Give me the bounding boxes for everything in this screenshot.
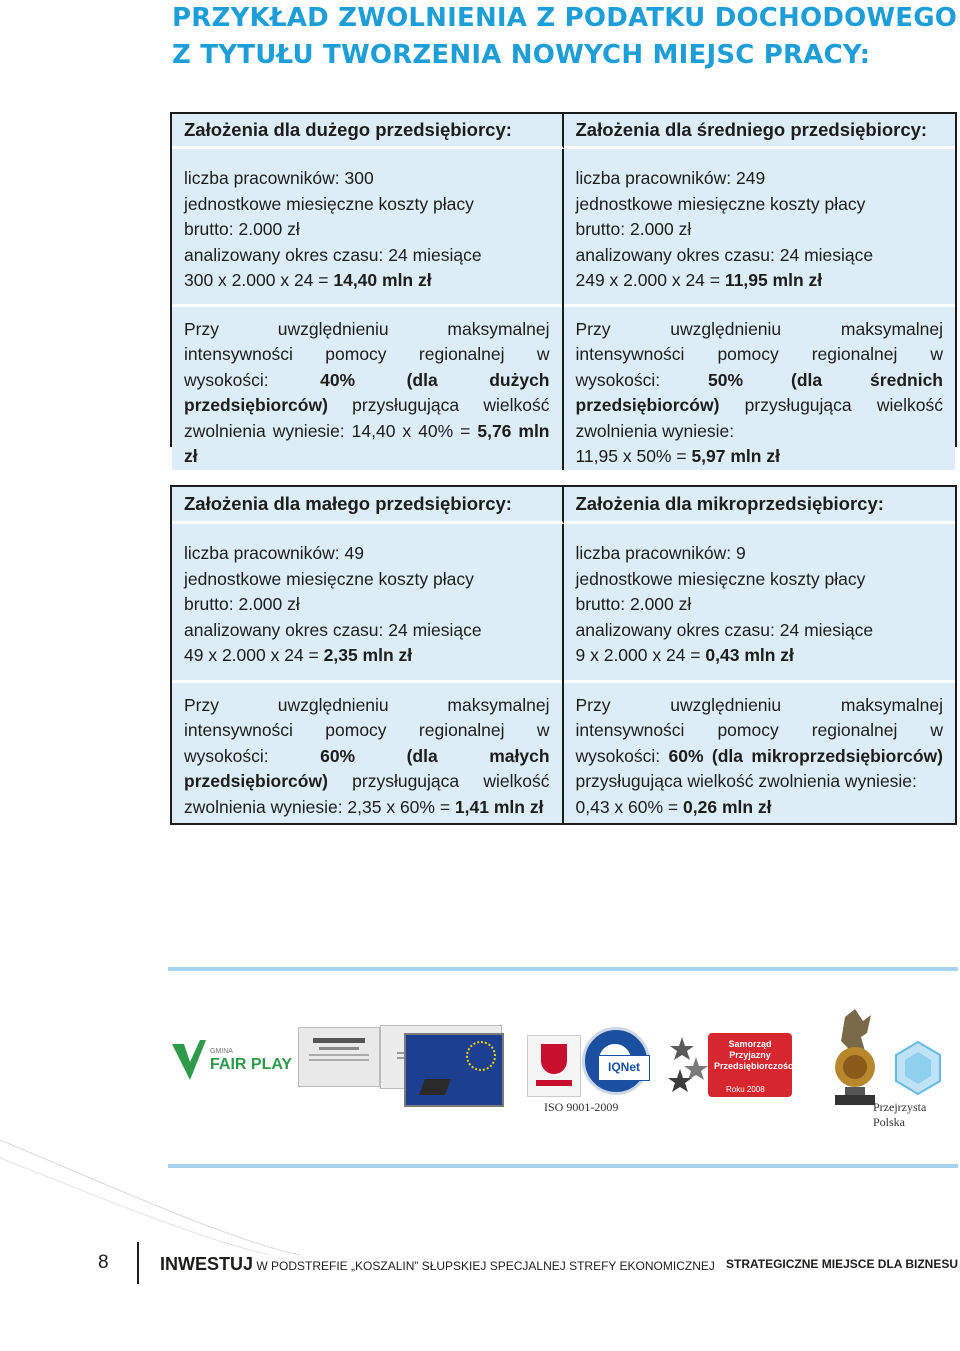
period-line: analizowany okres czasu: 24 miesiące bbox=[575, 244, 874, 265]
header-mikro: Założenia dla mikroprzedsiębiorcy: bbox=[564, 487, 956, 524]
fair-play-small-label: GMINA bbox=[210, 1048, 233, 1055]
exemption-text-2: przysługująca wielkość zwolnienia wyniesie: 14,40 x 40% = bbox=[184, 395, 550, 441]
iso-caption: ISO 9001-2009 bbox=[544, 1100, 619, 1114]
page-title-line-1: PRZYKŁAD ZWOLNIENIA Z PODATKU DOCHODOWEGO bbox=[172, 3, 958, 33]
box-maly bbox=[172, 524, 564, 823]
calc-expression: 300 x 2.000 x 24 = bbox=[184, 270, 334, 290]
calc-line bbox=[564, 268, 956, 307]
employees-line: liczba pracowników: 49 bbox=[184, 543, 364, 563]
cost-line: jednostkowe miesięczne koszty płacy bbox=[575, 568, 866, 589]
fair-play-check-icon bbox=[172, 1040, 206, 1080]
calc-expression: 49 x 2.000 x 24 = bbox=[184, 645, 324, 665]
fair-play-label: FAIR PLAY bbox=[210, 1056, 293, 1073]
calc-expression: 9 x 2.000 x 24 = bbox=[575, 645, 706, 665]
exemption-rate: 40% (dla dużych przedsiębiorców) bbox=[184, 369, 550, 415]
cost-line: jednostkowe miesięczne koszty płacy bbox=[184, 568, 474, 589]
awards-logos-row bbox=[170, 1005, 960, 1129]
eu-certificate-frame bbox=[404, 1033, 504, 1107]
employees-line: liczba pracowników: 9 bbox=[575, 543, 746, 563]
exemption-text: Przy uwzględnieniu maksymalnej intensywności pomocy regionalnej w wysokości: bbox=[184, 318, 550, 390]
eu-stars-icon bbox=[466, 1041, 496, 1071]
certificate-document bbox=[298, 1027, 380, 1087]
box-mikro bbox=[564, 524, 956, 823]
exemption-text: Przy uwzględnieniu maksymalnej intensywności pomocy regionalnej w wysokości: bbox=[575, 318, 943, 390]
bottom-divider-rule bbox=[168, 1164, 958, 1168]
exemption-rate: 60% (dla mikroprzedsiębiorców) bbox=[668, 745, 943, 766]
exemption-expression: 11,95 x 50% = bbox=[575, 446, 692, 466]
samorzad-przyjazny-badge bbox=[708, 1033, 796, 1097]
exemption-paragraph bbox=[576, 307, 944, 445]
header-duzy: Założenia dla dużego przedsiębiorcy: bbox=[172, 114, 564, 149]
calc-line bbox=[172, 268, 562, 307]
exemption-text-2: przysługująca wielkość zwolnienia wyniesie: bbox=[575, 395, 943, 441]
exemption-expression: 0,43 x 60% = bbox=[575, 796, 684, 817]
gross-line: brutto: 2.000 zł bbox=[184, 219, 300, 239]
exemption-result: 1,41 mln zł bbox=[454, 796, 544, 817]
footer-invest-word: INWESTUJ bbox=[160, 1254, 254, 1274]
calc-result: 11,95 mln zł bbox=[724, 270, 823, 290]
certificate-title-bar bbox=[313, 1038, 365, 1043]
certificate-text-bar bbox=[309, 1059, 369, 1061]
period-line: analizowany okres czasu: 24 miesiące bbox=[184, 244, 482, 265]
employees-line: liczba pracowników: 249 bbox=[575, 168, 766, 188]
certificate-stand-icon bbox=[419, 1079, 451, 1095]
exemption-text-2: przysługująca wielkość zwolnienia wyniesie: bbox=[575, 771, 917, 791]
exemption-paragraph bbox=[184, 307, 550, 470]
exemption-paragraph bbox=[576, 683, 944, 795]
page-title-line-2: Z TYTUŁU TWORZENIA NOWYCH MIEJSC PRACY: bbox=[172, 40, 871, 70]
footer-slogan bbox=[160, 1254, 715, 1275]
iqnet-logo bbox=[598, 1055, 650, 1081]
footer-divider bbox=[137, 1242, 139, 1284]
stars-award-icon bbox=[668, 1035, 708, 1095]
exemption-rate: 50% (dla średnich przedsiębiorców) bbox=[575, 369, 943, 415]
exemption-rate: 60% (dla małych przedsiębiorców) bbox=[184, 745, 550, 791]
exemption-text-2: przysługująca wielkość zwolnienia wyniesie: 2,35 x 60% = bbox=[184, 771, 550, 817]
certificate-text-bar bbox=[309, 1054, 369, 1056]
exemption-paragraph bbox=[184, 683, 550, 821]
polish-crest-logo bbox=[527, 1035, 581, 1097]
cost-line: jednostkowe miesięczne koszty płacy bbox=[575, 193, 866, 214]
exemption-result: 5,97 mln zł bbox=[691, 446, 780, 466]
period-line: analizowany okres czasu: 24 miesiące bbox=[184, 619, 482, 640]
przejrzysta-polska-hexagon-icon bbox=[893, 1040, 943, 1096]
exemption-result: 0,26 mln zł bbox=[683, 796, 772, 817]
fair-play-logo bbox=[172, 1040, 292, 1082]
box-sredni bbox=[564, 149, 956, 470]
top-divider-rule bbox=[168, 967, 958, 971]
decorative-arc-lines bbox=[0, 1130, 960, 1260]
page-number: 8 bbox=[98, 1252, 109, 1273]
box-duzy bbox=[172, 149, 564, 470]
page-title bbox=[172, 0, 958, 74]
gross-line: brutto: 2.000 zł bbox=[184, 594, 300, 614]
footer-slogan-rest: W PODSTREFIE „KOSZALIN” SŁUPSKIEJ SPECJALNEJ STREFY EKONOMICZNEJ bbox=[253, 1259, 715, 1273]
crest-flag-bar bbox=[536, 1080, 572, 1086]
exemption-text: Przy uwzględnieniu maksymalnej intensywności pomocy regionalnej w wysokości: bbox=[575, 694, 943, 766]
iqnet-label: IQNet bbox=[607, 1060, 640, 1074]
employees-line: liczba pracowników: 300 bbox=[184, 168, 374, 188]
example-table-top bbox=[170, 112, 957, 466]
footer-tagline: STRATEGICZNE MIEJSCE DLA BIZNESU bbox=[725, 1257, 958, 1271]
example-table-bottom bbox=[170, 485, 957, 825]
header-maly: Założenia dla małego przedsiębiorcy: bbox=[172, 487, 564, 524]
gross-line: brutto: 2.000 zł bbox=[575, 219, 692, 239]
exemption-calc bbox=[576, 795, 944, 821]
calc-result: 2,35 mln zł bbox=[323, 645, 413, 665]
certificate-text-bar bbox=[319, 1047, 359, 1050]
page-footer bbox=[0, 1252, 960, 1276]
trophy-statue-icon bbox=[815, 1007, 895, 1107]
header-sredni: Założenia dla średniego przedsiębiorcy: bbox=[564, 114, 956, 149]
calc-line bbox=[564, 643, 956, 683]
calc-expression: 249 x 2.000 x 24 = bbox=[575, 270, 725, 290]
cost-line: jednostkowe miesięczne koszty płacy bbox=[184, 193, 474, 214]
calc-result: 14,40 mln zł bbox=[333, 270, 432, 290]
exemption-text: Przy uwzględnieniu maksymalnej intensywności pomocy regionalnej w wysokości: bbox=[184, 694, 550, 766]
crest-shield-icon bbox=[541, 1044, 567, 1074]
calc-result: 0,43 mln zł bbox=[705, 645, 794, 665]
gross-line: brutto: 2.000 zł bbox=[575, 594, 692, 614]
przejrzysta-polska-caption: Przejrzysta Polska bbox=[873, 1100, 927, 1129]
exemption-calc bbox=[576, 444, 944, 470]
calc-line bbox=[172, 643, 562, 683]
samorzad-label: Samorząd Przyjazny Przedsiębiorczości bbox=[714, 1039, 796, 1071]
period-line: analizowany okres czasu: 24 miesiące bbox=[575, 619, 874, 640]
exemption-result: 5,76 mln zł bbox=[184, 420, 550, 466]
samorzad-year: Roku 2008 bbox=[726, 1085, 765, 1094]
